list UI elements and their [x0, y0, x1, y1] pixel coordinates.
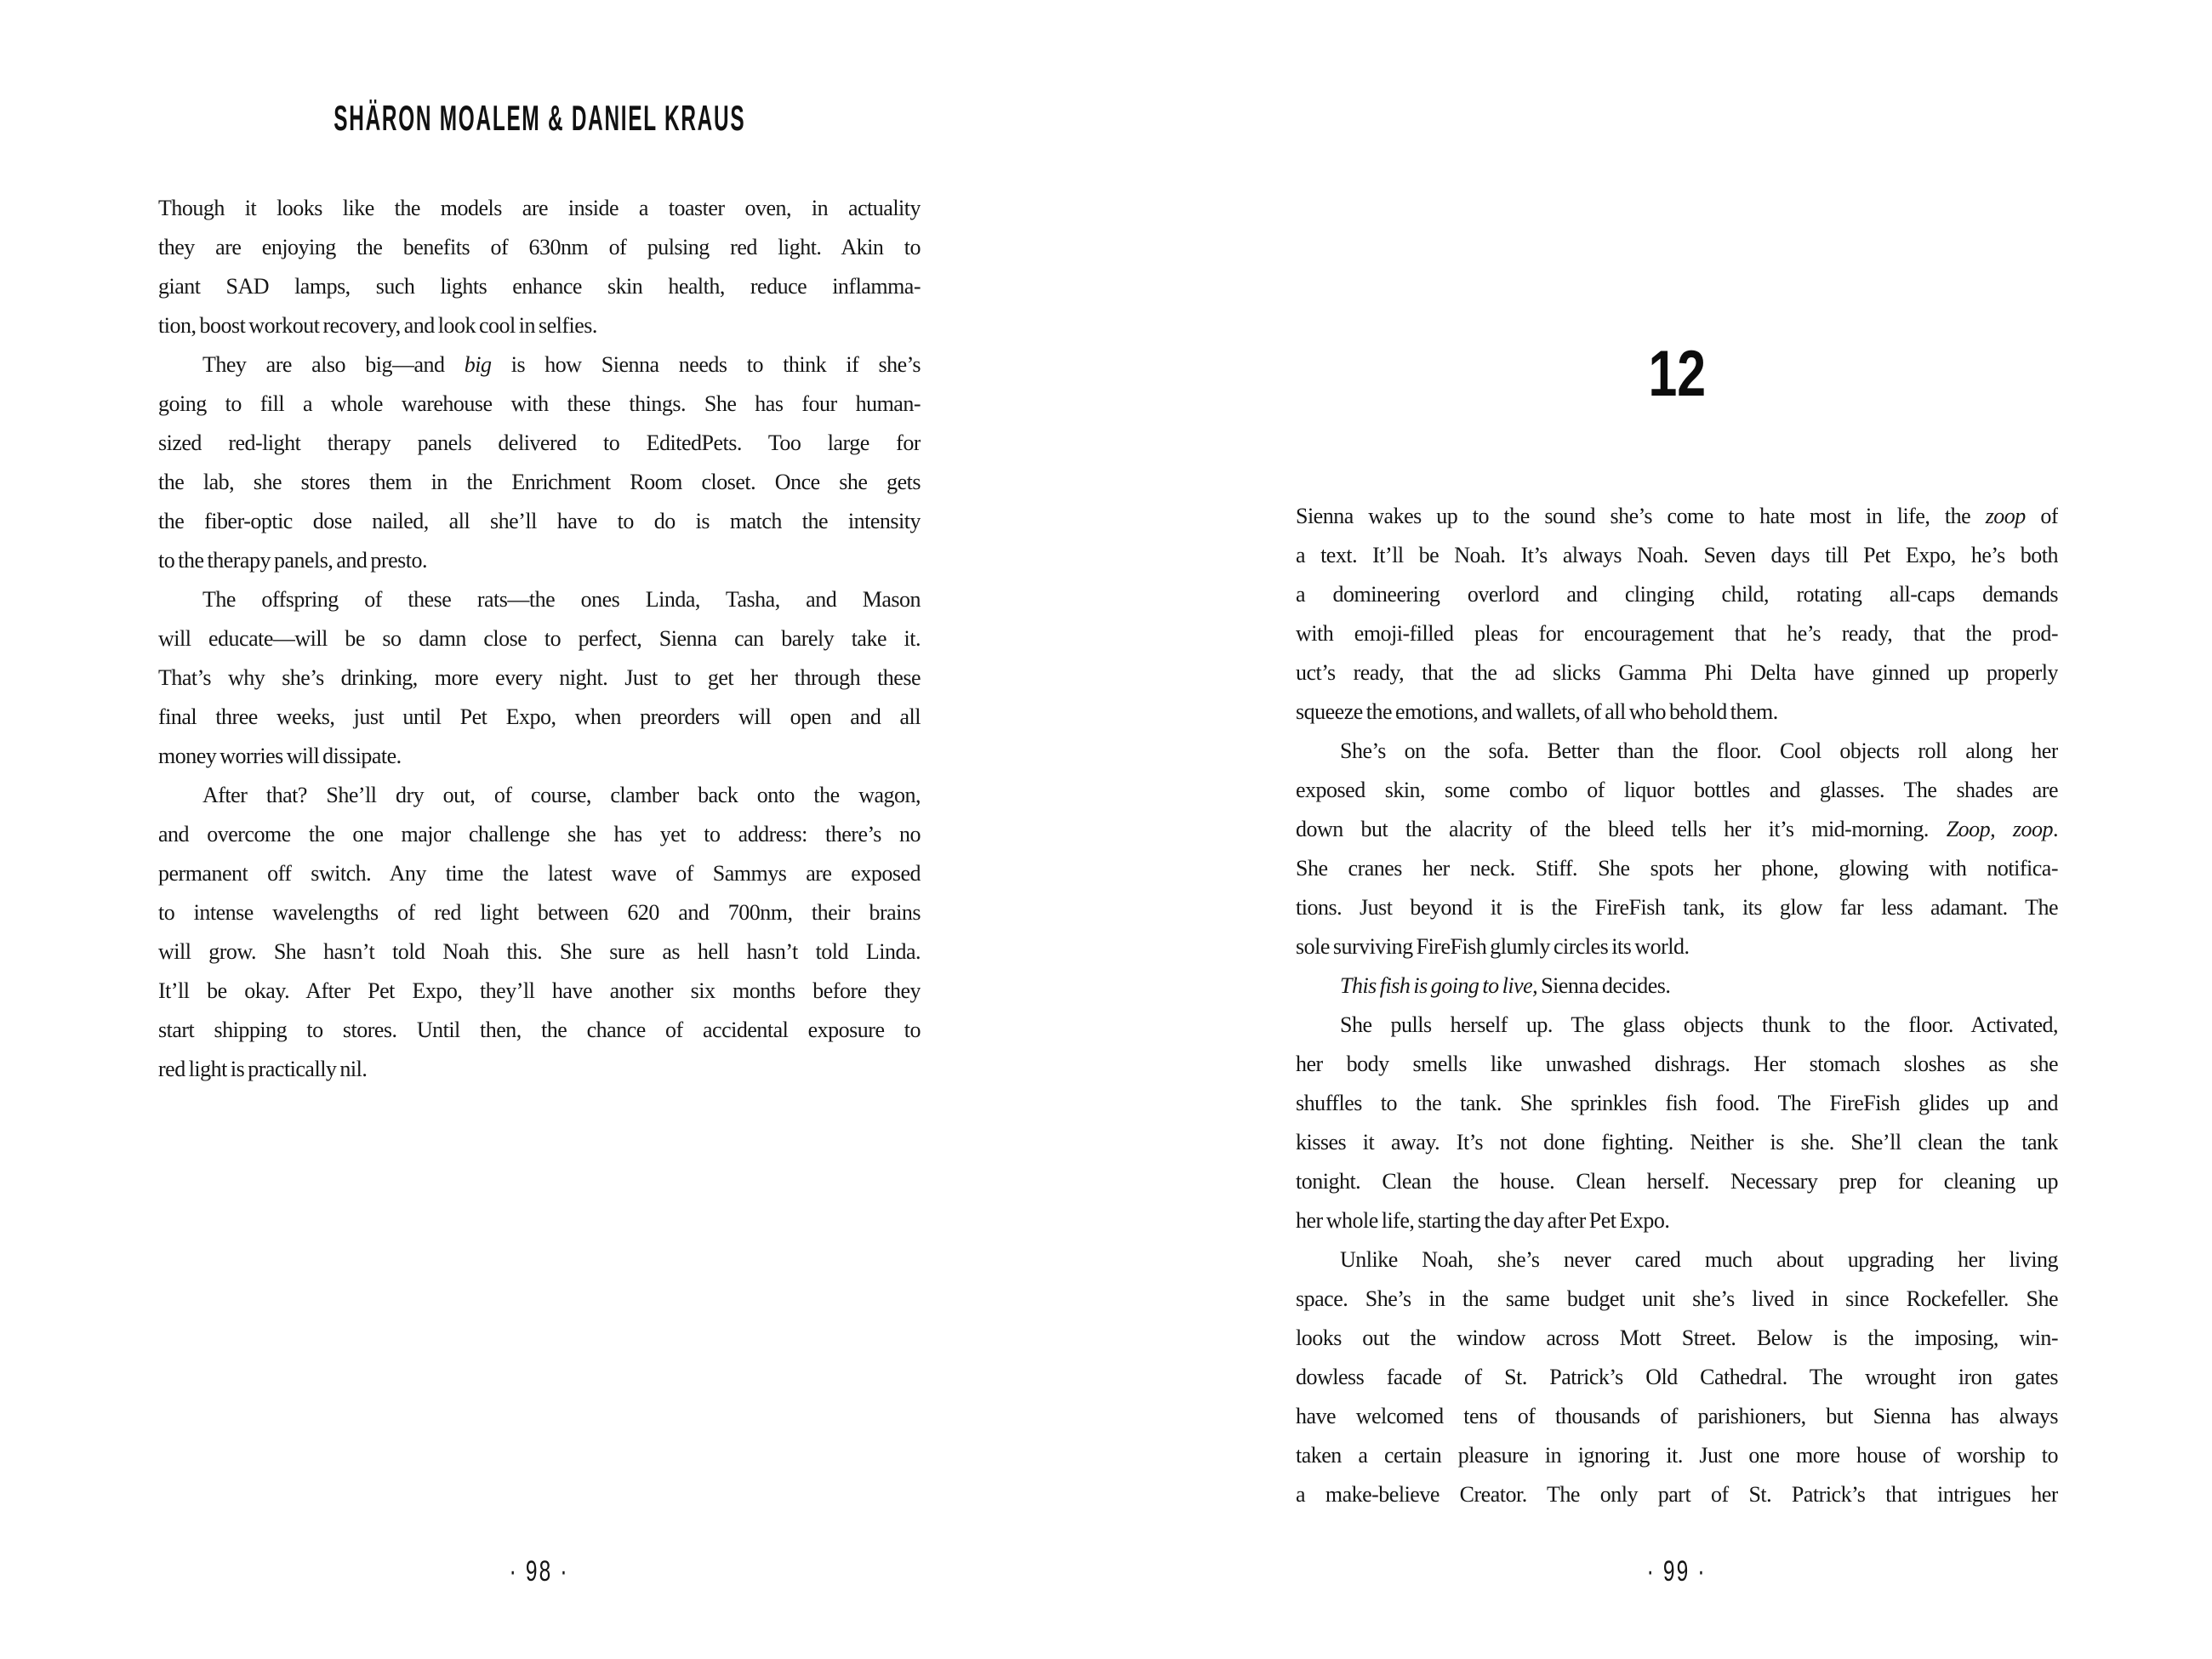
- text-segment: She’s on the sofa. Better than the floor. Cool objects roll along her: [1340, 738, 2058, 763]
- text-segment: Though it looks like the models are inside a toaster oven, in actuality: [158, 196, 921, 220]
- text-line: [158, 228, 921, 267]
- text-line: [1296, 888, 2058, 927]
- text-line: [158, 972, 921, 1011]
- text-line: [158, 463, 921, 502]
- text-segment: exposed skin, some combo of liquor bottles and glasses. The shades are: [1296, 778, 2058, 802]
- text-line: [1296, 732, 2058, 771]
- text-segment: uct’s ready, that the ad slicks Gamma Phi Delta have ginned up properly: [1296, 660, 2058, 685]
- text-segment: her whole life, starting the day after Pet Expo.: [1296, 1208, 1670, 1233]
- text-line: [1296, 693, 2058, 732]
- text-segment: start shipping to stores. Until then, the chance of accidental exposure to: [158, 1018, 921, 1042]
- text-segment: tions. Just beyond it is the FireFish tank, its glow far less adamant. The: [1296, 895, 2058, 920]
- text-line: [1296, 849, 2058, 888]
- text-segment: tion, boost workout recovery, and look cool in selfies.: [158, 313, 597, 338]
- body-text-right: [1296, 497, 2058, 1514]
- text-line: [158, 267, 921, 306]
- text-line: [1296, 1319, 2058, 1358]
- text-line: [1296, 1201, 2058, 1240]
- text-line: [1296, 614, 2058, 653]
- text-segment: a make-believe Creator. The only part of St. Patrick’s that intrigues her: [1296, 1482, 2058, 1507]
- chapter-heading: [1296, 340, 2058, 408]
- text-line: [158, 893, 921, 932]
- text-line: [1296, 1436, 2058, 1475]
- text-segment: sole surviving FireFish glumly circles its world.: [1296, 934, 1690, 959]
- text-line: [1296, 1475, 2058, 1514]
- text-line: [158, 854, 921, 893]
- text-line: [1296, 1240, 2058, 1280]
- text-segment: a domineering overlord and clinging child, rotating all-caps demands: [1296, 582, 2058, 607]
- chapter-number-value: 12: [1648, 338, 1706, 410]
- text-segment: .: [2053, 817, 2058, 841]
- text-segment: to the therapy panels, and presto.: [158, 548, 427, 573]
- body-text-left: [158, 189, 921, 1089]
- text-segment: looks out the window across Mott Street. Below is the imposing, win-: [1296, 1325, 2058, 1350]
- text-segment: the lab, she stores them in the Enrichment Room closet. Once she gets: [158, 470, 921, 494]
- text-segment: will grow. She hasn’t told Noah this. She sure as hell hasn’t told Linda.: [158, 939, 921, 964]
- text-segment: They are also big—and: [202, 352, 465, 377]
- text-segment: is how Sienna needs to think if she’s: [491, 352, 921, 377]
- text-segment: Unlike Noah, she’s never cared much about upgrading her living: [1340, 1247, 2058, 1272]
- text-segment: She cranes her neck. Stiff. She spots her phone, glowing with notifica-: [1296, 856, 2058, 881]
- text-line: [158, 580, 921, 619]
- text-segment: have welcomed tens of thousands of parishioners, but Sienna has always: [1296, 1404, 2058, 1428]
- text-line: [1296, 966, 2058, 1006]
- running-header-author: SHÄRON MOALEM & DANIEL KRAUS: [333, 98, 746, 138]
- text-line: [1296, 810, 2058, 849]
- text-segment: a text. It’ll be Noah. It’s always Noah. Seven days till Pet Expo, he’s both: [1296, 543, 2058, 567]
- text-line: [158, 385, 921, 424]
- text-segment: permanent off switch. Any time the latest wave of Sammys are exposed: [158, 861, 921, 886]
- text-line: [158, 698, 921, 737]
- text-line: [158, 306, 921, 345]
- text-segment: taken a certain pleasure in ignoring it. Just one more house of worship to: [1296, 1443, 2058, 1468]
- text-line: [1296, 1162, 2058, 1201]
- text-line: [158, 815, 921, 854]
- text-segment: money worries will dissipate.: [158, 744, 402, 768]
- text-segment-italic: zoop: [1985, 504, 2026, 528]
- text-line: [158, 424, 921, 463]
- text-line: [1296, 1397, 2058, 1436]
- text-segment: of: [2025, 504, 2058, 528]
- text-segment-italic: Zoop, zoop: [1946, 817, 2054, 841]
- text-line: [158, 932, 921, 972]
- text-line: [1296, 1123, 2058, 1162]
- text-segment: It’ll be okay. After Pet Expo, they’ll have another six months before they: [158, 978, 921, 1003]
- text-segment: tonight. Clean the house. Clean herself. Necessary prep for cleaning up: [1296, 1169, 2058, 1194]
- text-segment: and overcome the one major challenge she has yet to address: there’s no: [158, 822, 921, 847]
- text-line: [158, 189, 921, 228]
- text-segment: going to fill a whole warehouse with these things. She has four human-: [158, 391, 921, 416]
- text-line: [1296, 1280, 2058, 1319]
- text-line: [1296, 927, 2058, 966]
- text-segment: with emoji-filled pleas for encouragement that he’s ready, that the prod-: [1296, 621, 2058, 646]
- text-line: [1296, 536, 2058, 575]
- text-segment: space. She’s in the same budget unit she’s lived in since Rockefeller. She: [1296, 1286, 2058, 1311]
- text-segment: will educate—will be so damn close to perfect, Sienna can barely take it.: [158, 626, 921, 651]
- page-number-right: [1296, 1555, 2058, 1588]
- text-line: [1296, 497, 2058, 536]
- text-line: [1296, 1045, 2058, 1084]
- text-line: [158, 619, 921, 658]
- text-segment: She pulls herself up. The glass objects thunk to the floor. Activated,: [1340, 1012, 2058, 1037]
- running-header: [158, 99, 921, 138]
- text-segment: Sienna wakes up to the sound she’s come to hate most in life, the: [1296, 504, 1986, 528]
- text-line: [158, 776, 921, 815]
- text-segment: her body smells like unwashed dishrags. Her stomach sloshes as she: [1296, 1052, 2058, 1076]
- text-line: [158, 345, 921, 385]
- text-line: [1296, 575, 2058, 614]
- text-line: [1296, 771, 2058, 810]
- text-segment-italic: big: [464, 352, 492, 377]
- page-number-right-value: · 99 ·: [1646, 1555, 1707, 1588]
- text-line: [158, 1050, 921, 1089]
- text-segment: After that? She’ll dry out, of course, clamber back onto the wagon,: [202, 783, 921, 807]
- text-line: [1296, 1006, 2058, 1045]
- text-segment: shuffles to the tank. She sprinkles fish food. The FireFish glides up and: [1296, 1091, 2058, 1115]
- right-page: [1106, 0, 2212, 1659]
- text-line: [158, 1011, 921, 1050]
- text-line: [158, 502, 921, 541]
- text-line: [1296, 653, 2058, 693]
- text-segment: giant SAD lamps, such lights enhance skin health, reduce inflamma-: [158, 274, 921, 299]
- text-segment: the fiber-optic dose nailed, all she’ll have to do is match the intensity: [158, 509, 921, 533]
- text-line: [1296, 1358, 2058, 1397]
- text-line: [1296, 1084, 2058, 1123]
- text-line: [158, 737, 921, 776]
- page-number-left: [158, 1555, 921, 1588]
- text-segment: red light is practically nil.: [158, 1057, 368, 1081]
- page-number-left-value: · 98 ·: [509, 1555, 570, 1588]
- text-segment: squeeze the emotions, and wallets, of all who behold them.: [1296, 699, 1778, 724]
- text-segment: dowless facade of St. Patrick’s Old Cathedral. The wrought iron gates: [1296, 1365, 2058, 1389]
- text-segment: sized red-light therapy panels delivered to EditedPets. Too large for: [158, 430, 921, 455]
- text-segment: down but the alacrity of the bleed tells her it’s mid-morning.: [1296, 817, 1947, 841]
- text-segment: final three weeks, just until Pet Expo, when preorders will open and all: [158, 704, 921, 729]
- text-segment: to intense wavelengths of red light between 620 and 700nm, their brains: [158, 900, 921, 925]
- text-segment: That’s why she’s drinking, more every night. Just to get her through these: [158, 665, 921, 690]
- text-segment: Sienna decides.: [1537, 973, 1671, 998]
- text-segment: kisses it away. It’s not done fighting. Neither is she. She’ll clean the tank: [1296, 1130, 2058, 1154]
- text-segment: they are enjoying the benefits of 630nm of pulsing red light. Akin to: [158, 235, 921, 259]
- text-line: [158, 541, 921, 580]
- text-segment: The offspring of these rats—the ones Linda, Tasha, and Mason: [202, 587, 921, 612]
- text-line: [158, 658, 921, 698]
- text-segment-italic: This fish is going to live,: [1340, 973, 1538, 998]
